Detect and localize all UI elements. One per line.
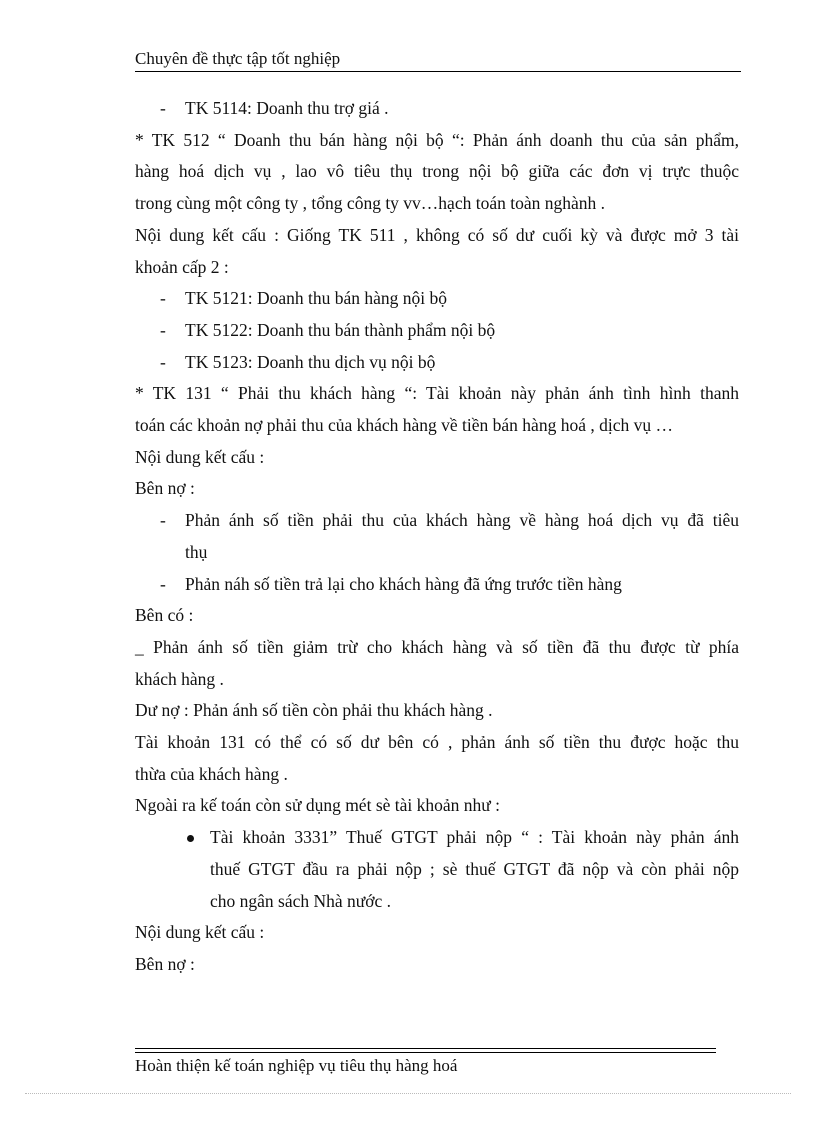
paragraph-tk131-du-co (135, 727, 739, 790)
page-footer-title: Hoàn thiện kế toán nghiệp vụ tiêu thụ hàng hoá (135, 1056, 458, 1075)
dash-bullet: - (160, 510, 166, 531)
list-item-tk3331 (135, 822, 739, 917)
paragraph-du-no: Dư nợ : Phản ánh số tiền còn phải thu khách hàng . (135, 700, 493, 721)
text-line: _ Phản ánh số tiền giảm trừ cho khách hàng và số tiền đã thu được từ phía (135, 636, 739, 657)
text-line: khách hàng . (135, 668, 224, 689)
list-item-text: TK 5122: Doanh thu bán thành phẩm nội bộ (185, 319, 496, 340)
text-line: toán các khoản nợ phải thu của khách hàng về tiền bán hàng hoá , dịch vụ … (135, 415, 673, 436)
list-item-text: thụ (185, 541, 208, 562)
text-line: * TK 512 “ Doanh thu bán hàng nội bộ “: Phản ánh doanh thu của sản phẩm, (135, 129, 739, 150)
paragraph-ket-cau-512 (135, 220, 739, 283)
list-item-text: TK 5114: Doanh thu trợ giá . (185, 98, 389, 118)
list-item-tk5121 (135, 283, 739, 315)
heading-ben-no-2: Bên nợ : (135, 953, 195, 974)
list-item-tk5123 (135, 347, 739, 379)
heading-ket-cau-131: Nội dung kết cấu : (135, 446, 265, 467)
page-edge-divider (25, 1093, 791, 1094)
dash-bullet: - (160, 288, 166, 309)
page-header-title: Chuyên đề thực tập tốt nghiệp (135, 49, 341, 68)
dash-bullet: - (160, 319, 166, 340)
list-item-text: TK 5121: Doanh thu bán hàng nội bộ (185, 288, 447, 309)
text-line: Nội dung kết cấu : Giống TK 511 , không có số dư cuối kỳ và được mở 3 tài (135, 224, 739, 245)
footer-rule (135, 1052, 716, 1053)
paragraph-tk512 (135, 125, 739, 220)
document-body (135, 93, 739, 981)
list-item-tk5114 (135, 93, 739, 125)
text-line: thừa của khách hàng . (135, 763, 288, 784)
text-line: trong cùng một công ty , tổng công ty vv…hạch toán toàn nghành . (135, 193, 605, 214)
heading-ket-cau-3331: Nội dung kết cấu : (135, 922, 265, 943)
dash-bullet: - (160, 351, 166, 372)
list-item-text: Phản náh số tiền trả lại cho khách hàng đã ứng trước tiền hàng (185, 573, 622, 594)
dash-bullet: - (160, 573, 166, 594)
list-item-ben-no-2 (135, 569, 739, 601)
heading-ben-no: Bên nợ : (135, 478, 195, 499)
text-line: hàng hoá dịch vụ , lao vô tiêu thụ trong nội bộ giữa các đơn vị trực thuộc (135, 161, 739, 182)
list-item-ben-no-1 (135, 505, 739, 568)
header-rule (135, 71, 741, 72)
dash-bullet: - (160, 98, 166, 118)
paragraph-tk131 (135, 378, 739, 441)
list-item-text: cho ngân sách Nhà nước . (210, 890, 392, 911)
list-item-text: Phản ánh số tiền phải thu của khách hàng về hàng hoá dịch vụ đã tiêu (185, 510, 739, 531)
list-item-tk5122 (135, 315, 739, 347)
paragraph-ben-co (135, 632, 739, 695)
text-line: khoản cấp 2 : (135, 256, 229, 277)
text-line: Tài khoản 131 có thể có số dư bên có , phản ánh số tiền thu được hoặc thu (135, 732, 739, 753)
footer-rule (135, 1048, 716, 1049)
bullet-dot-icon (187, 835, 194, 842)
heading-ben-co: Bên có : (135, 605, 194, 626)
paragraph-ngoai-ra: Ngoài ra kế toán còn sử dụng mét sè tài khoản như : (135, 795, 500, 816)
list-item-text: Tài khoản 3331” Thuế GTGT phải nộp “ : Tài khoản này phản ánh (210, 827, 739, 848)
text-line: * TK 131 “ Phải thu khách hàng “: Tài khoản này phản ánh tình hình thanh (135, 383, 739, 404)
list-item-text: thuế GTGT đầu ra phải nộp ; sè thuế GTGT đã nộp và còn phải nộp (210, 858, 739, 879)
list-item-text: TK 5123: Doanh thu dịch vụ nội bộ (185, 351, 436, 372)
